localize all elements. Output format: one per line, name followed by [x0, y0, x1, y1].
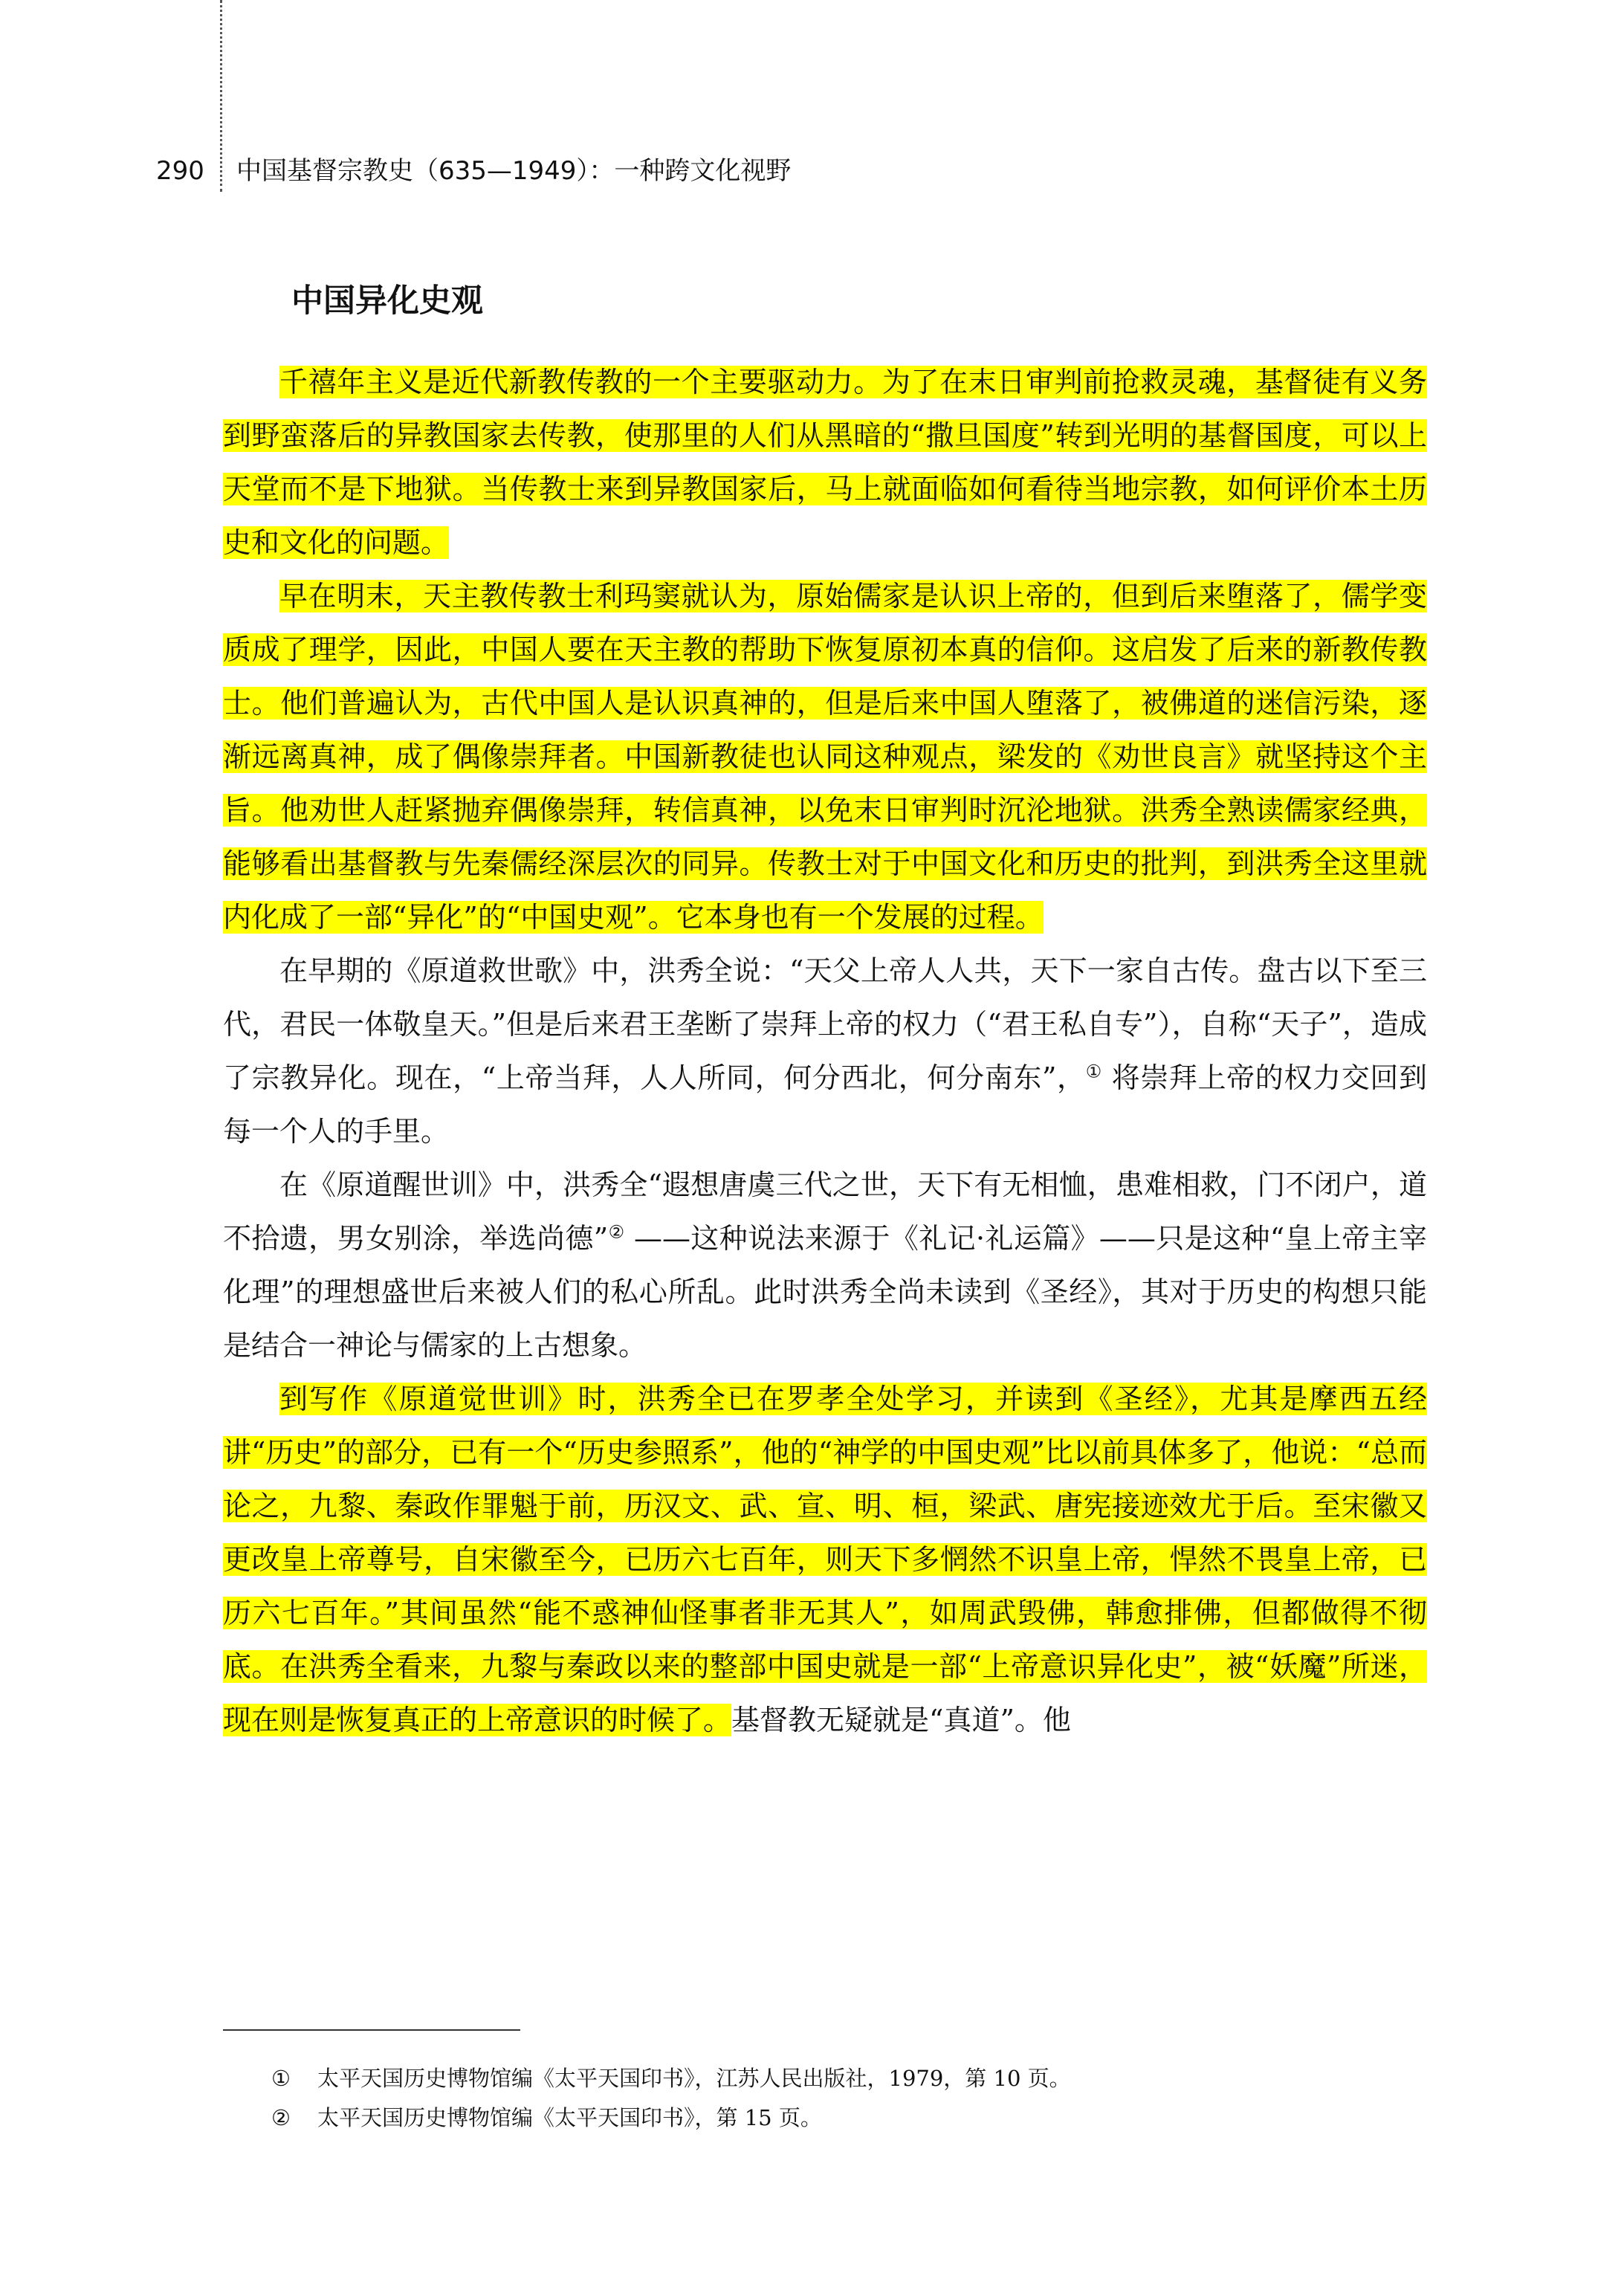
highlighted-text: 早在明末，天主教传教士利玛窦就认为，原始儒家是认识上帝的，但到后来堕落了，儒学变质成了理学，因此，中国人要在天主教的帮助下恢复原初本真的信仰。这启发了后来的新教传教士。他们普遍认为，古代中国人是认识真神的，但是后来中国人堕落了，被佛道的迷信污染，逐渐远离真神，成了偶像崇拜者。中国新教徒也认同这种观点，梁发的《劝世良言》就坚持这个主旨。他劝世人赶紧抛弃偶像崇拜，转信真神，以免末日审判时沉沦地狱。洪秀全熟读儒家经典，能够看出基督教与先秦儒经深层次的同异。传教士对于中国文化和历史的批判，到洪秀全这里就内化成了一部“异化”的“中国史观”。它本身也有一个发展的过程。: [223, 580, 1427, 934]
footnote-divider: [223, 2029, 520, 2031]
page-number: 290: [156, 156, 204, 186]
paragraph-text: 在早期的《原道救世歌》中，洪秀全说：“天父上帝人人共，天下一家自古传。盘古以下至三代，君民一体敬皇天。”但是后来君王垄断了崇拜上帝的权力（“君王私自专”），自称“天子”，造成了宗教异化。现在，“上帝当拜，人人所同，何分西北，何分南东”，: [223, 954, 1427, 1094]
paragraph-1: [223, 355, 1427, 569]
paragraph-text: 将崇拜上帝的权力交回到每一个人的手里。: [223, 1061, 1427, 1148]
footnote-ref-2[interactable]: ②: [608, 1221, 625, 1243]
paragraph-3: [223, 944, 1427, 1158]
footnote-text: 太平天国历史博物馆编《太平天国印书》，第 15 页。: [317, 2105, 822, 2130]
highlighted-text: 到写作《原道觉世训》时，洪秀全已在罗孝全处学习，并读到《圣经》，尤其是摩西五经讲“历史”的部分，已有一个“历史参照系”，他的“神学的中国史观”比以前具体多了，他说：“总而论之，九黎、秦政作罪魁于前，历汉文、武、宣、明、桓，梁武、唐宪接迹效尤于后。至宋徽又更改皇上帝尊号，自宋徽至今，已历六七百年，则天下多惘然不识皇上帝，悍然不畏皇上帝，已历六七百年。”其间虽然“能不惑神仙怪事者非无其人”，如周武毁佛，韩愈排佛，但都做得不彻底。在洪秀全看来，九黎与秦政以来的整部中国史就是一部“上帝意识异化史”，被“妖魔”所迷，现在则是恢复真正的上帝意识的时候了。: [223, 1383, 1427, 1736]
body-text: [223, 355, 1427, 1747]
footnote-text: 太平天国历史博物馆编《太平天国印书》，江苏人民出版社，1979，第 10 页。: [317, 2066, 1071, 2091]
highlighted-text: 千禧年主义是近代新教传教的一个主要驱动力。为了在末日审判前抢救灵魂，基督徒有义务到野蛮落后的异教国家去传教，使那里的人们从黑暗的“撒旦国度”转到光明的基督国度，可以上天堂而不是下地狱。当传教士来到异教国家后，马上就面临如何看待当地宗教，如何评价本土历史和文化的问题。: [223, 366, 1427, 559]
section-title: 中国异化史观: [291, 282, 483, 320]
paragraph-text: 基督教无疑就是“真道”。他: [731, 1704, 1071, 1736]
footnote-mark: ①: [271, 2066, 291, 2091]
footnote-mark: ②: [271, 2105, 291, 2130]
paragraph-5: [223, 1372, 1427, 1747]
footnote-2: [271, 2098, 1386, 2138]
paragraph-4: [223, 1158, 1427, 1372]
footnotes: [271, 2059, 1386, 2138]
book-title: 中国基督宗教史（635—1949）：一种跨文化视野: [236, 156, 792, 186]
footnote-1: [271, 2059, 1386, 2098]
paragraph-text: ——这种说法来源于《礼记·礼运篇》——只是这种“皇上帝主宰化理”的理想盛世后来被人们的私心所乱。此时洪秀全尚未读到《圣经》，其对于历史的构想只能是结合一神论与儒家的上古想象。: [223, 1222, 1428, 1362]
margin-dotted-rule: [220, 0, 222, 192]
paragraph-text: 在《原道醒世训》中，洪秀全“遐想唐虞三代之世，天下有无相恤，患难相救，门不闭户，道不拾遗，男女别涂，举选尚德”: [223, 1169, 1427, 1255]
footnote-ref-1[interactable]: ①: [1085, 1061, 1102, 1082]
paragraph-2: [223, 569, 1427, 944]
